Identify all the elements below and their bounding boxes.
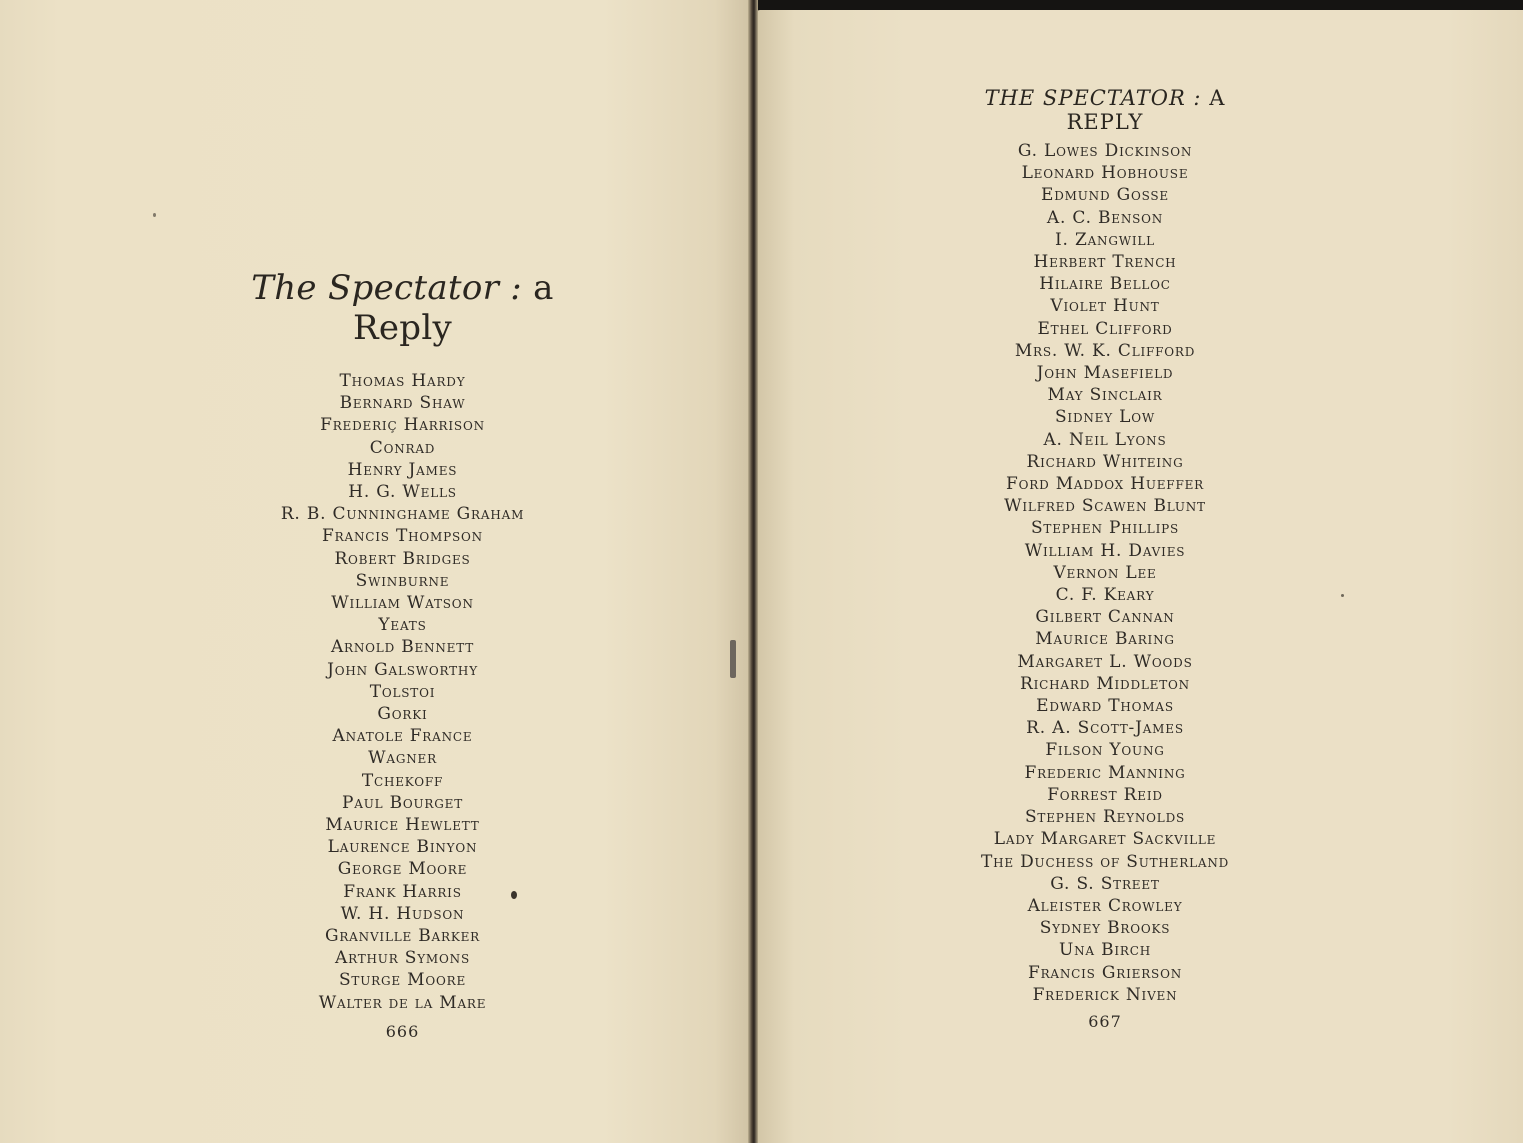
name-entry: Gorki (377, 704, 428, 725)
name-entry: Wilfred Scawen Blunt (1004, 496, 1206, 517)
name-entry: Maurice Baring (1035, 629, 1175, 650)
right-page-content (955, 86, 1255, 1031)
name-entry: C. F. Keary (1055, 585, 1155, 606)
name-entry: R. B. Cunninghame Graham (280, 504, 525, 525)
left-title-italic: The Spectator : (251, 268, 523, 308)
name-entry: Frederiç Harrison (320, 415, 485, 436)
name-entry: Sydney Brooks (1039, 918, 1171, 939)
ink-speck (153, 213, 156, 217)
name-entry: H. G. Wells (348, 482, 457, 503)
name-entry: Wagner (368, 748, 437, 769)
name-entry: A. C. Benson (1046, 207, 1164, 228)
name-entry: Mrs. W. K. Clifford (1014, 340, 1196, 361)
name-entry: Henry James (347, 459, 458, 480)
name-entry: G. Lowes Dickinson (1017, 141, 1193, 161)
ink-speck (1341, 594, 1344, 597)
name-entry: Hilaire Belloc (1039, 274, 1171, 295)
name-entry: Maurice Hewlett (325, 815, 480, 836)
name-entry: Frederic Manning (1024, 762, 1186, 783)
binding-staple (730, 640, 736, 678)
name-entry: Ford Maddox Hueffer (1006, 474, 1204, 495)
name-entry: Una Birch (1058, 940, 1151, 961)
name-entry: Herbert Trench (1033, 252, 1177, 273)
name-entry: Leonard Hobhouse (1021, 163, 1189, 184)
name-entry: Stephen Reynolds (1024, 807, 1186, 828)
name-entry: Bernard Shaw (339, 393, 466, 414)
name-entry: William Watson (331, 593, 474, 614)
name-entry: Tchekoff (361, 770, 444, 791)
name-entry: William H. Davies (1024, 540, 1186, 561)
name-entry: G. S. Street (1050, 873, 1160, 894)
name-entry: W. H. Hudson (340, 903, 465, 924)
name-entry: Richard Whiteing (1026, 451, 1184, 472)
right-page-running-head (955, 86, 1255, 134)
name-entry: Richard Middleton (1020, 673, 1190, 694)
name-entry: The Duchess of Sutherland (980, 851, 1230, 872)
name-entry: Frederick Niven (1032, 984, 1178, 1005)
name-entry: Sturge Moore (338, 970, 467, 991)
name-entry: Violet Hunt (1050, 296, 1160, 317)
name-entry: Forrest Reid (1047, 784, 1163, 805)
name-entry: Paul Bourget (341, 792, 464, 813)
name-entry: Laurence Binyon (327, 837, 478, 858)
name-entry: Swinburne (355, 570, 450, 591)
name-entry: George Moore (337, 859, 468, 880)
name-entry: Francis Grierson (1027, 962, 1183, 983)
name-entry: Lady Margaret Sackville (993, 829, 1217, 850)
name-entry: Frank Harris (343, 881, 462, 902)
name-entry: Stephen Phillips (1030, 518, 1180, 539)
name-entry: A. Neil Lyons (1043, 429, 1167, 450)
name-entry: Conrad (369, 437, 436, 458)
name-entry: Sidney Low (1054, 407, 1156, 428)
name-entry: Filson Young (1045, 740, 1165, 761)
right-name-list (955, 140, 1255, 1006)
left-title-roman: a Reply (352, 268, 554, 348)
name-entry: Anatole France (332, 726, 473, 747)
name-entry: Tolstoi (369, 681, 436, 702)
right-page-number: 667 (1088, 1011, 1122, 1031)
name-entry: Ethel Clifford (1037, 318, 1173, 339)
name-entry: John Galsworthy (327, 659, 478, 680)
name-entry: Thomas Hardy (339, 371, 466, 391)
name-entry: Arthur Symons (335, 948, 470, 969)
name-entry: Yeats (378, 615, 427, 636)
name-entry: John Masefield (1036, 363, 1174, 384)
name-entry: Robert Bridges (334, 548, 471, 569)
right-title-italic: THE SPECTATOR : (984, 86, 1202, 110)
name-entry: Aleister Crowley (1027, 895, 1183, 916)
name-entry: Edward Thomas (1036, 696, 1174, 717)
left-name-list (205, 370, 600, 1014)
left-page-content (205, 268, 600, 1041)
name-entry: Walter de la Mare (318, 992, 487, 1013)
name-entry: Vernon Lee (1053, 562, 1157, 583)
name-entry: Granville Barker (324, 926, 481, 947)
name-entry: Edmund Gosse (1041, 185, 1169, 206)
name-entry: Gilbert Cannan (1035, 607, 1175, 628)
name-entry: Arnold Bennett (330, 637, 475, 658)
left-page-title (205, 268, 600, 348)
name-entry: Margaret L. Woods (1017, 651, 1193, 672)
name-entry: I. Zangwill (1055, 229, 1155, 250)
left-page-number: 666 (385, 1021, 420, 1041)
name-entry: R. A. Scott-James (1026, 718, 1184, 739)
book-gutter (748, 0, 758, 1143)
name-entry: May Sinclair (1047, 385, 1163, 406)
right-title-roman: A REPLY (1066, 86, 1226, 134)
name-entry: Francis Thompson (322, 526, 483, 547)
